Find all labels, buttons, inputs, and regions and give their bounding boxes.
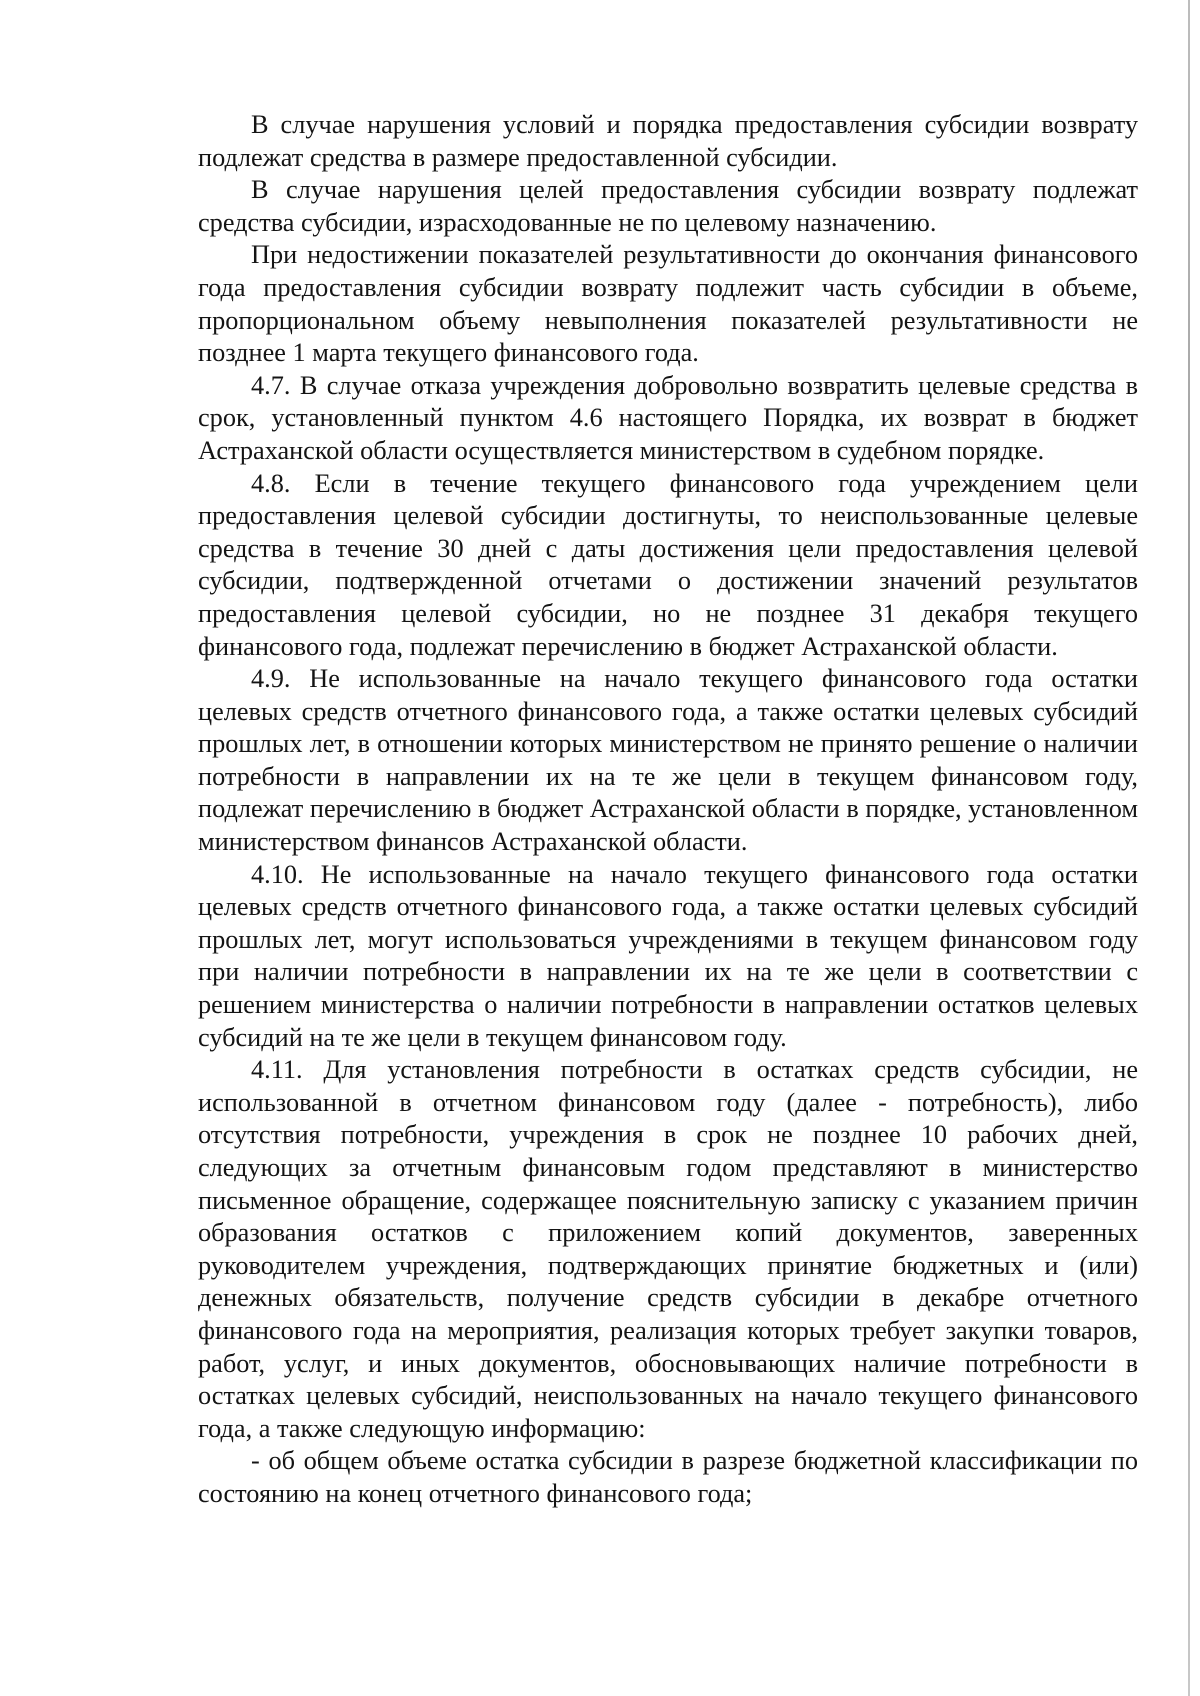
paragraph-indicators: При недостижении показателей результативности до окончания финансового года предоставления субсидии возврату подлежит часть субсидии в объеме, пропорциональном объему невыполнения показателей результативности не позднее 1 марта текущего финансового года. bbox=[198, 240, 1138, 368]
page-edge-shadow bbox=[1188, 0, 1190, 1696]
paragraph-return-conditions: В случае нарушения условий и порядка предоставления субсидии возврату подлежат средства в размере предоставленной субсидии. bbox=[198, 110, 1138, 172]
paragraph-4-7: 4.7. В случае отказа учреждения добровольно возвратить целевые средства в срок, установленный пунктом 4.6 настоящего Порядка, их возврат в бюджет Астраханской области осуществляется министерством в судебном порядке. bbox=[198, 370, 1138, 465]
paragraph-4-11: 4.11. Для установления потребности в остатках средств субсидии, не использованной в отчетном финансовом году (далее - потребность), либо отсутствия потребности, учреждения в срок не позднее 10 рабочих дней, следующих за отчетным финансовым годом представляют в министерство письменное обращение, содержащее пояснительную записку с указанием причин образования остатков с приложением копий документов, заверенных руководителем учреждения, подтверждающих принятие бюджетных и (или) денежных обязательств, получение средств субсидии в декабре отчетного финансового года на мероприятия, реализация которых требует закупки товаров, работ, услуг, и иных документов, обосновывающих наличие потребности в остатках целевых субсидий, неиспользованных на начало текущего финансового года, а также следующую информацию: bbox=[198, 1055, 1138, 1443]
paragraph-4-8: 4.8. Если в течение текущего финансового года учреждением цели предоставления целевой субсидии достигнуты, то неиспользованные целевые средства в течение 30 дней с даты достижения цели предоставления целевой субсидии, подтвержденной отчетами о достижении значений результатов предоставления целевой субсидии, но не позднее 31 декабря текущего финансового года, подлежат перечислению в бюджет Астраханской области. bbox=[198, 468, 1138, 661]
paragraph-4-9: 4.9. Не использованные на начало текущего финансового года остатки целевых средств отчетного финансового года, а также остатки целевых субсидий прошлых лет, в отношении которых министерством не принято решение о наличии потребности в направлении их на те же цели в текущем финансовом году, подлежат перечислению в бюджет Астраханской области в порядке, установленном министерством финансов Астраханской области. bbox=[198, 664, 1138, 857]
paragraph-4-10: 4.10. Не использованные на начало текущего финансового года остатки целевых средств отчетного финансового года, а также остатки целевых субсидий прошлых лет, могут использоваться учреждениями в текущем финансовом году при наличии потребности в направлении их на те же цели в соответствии с решением министерства о наличии потребности в направлении остатков целевых субсидий на те же цели в текущем финансовом году. bbox=[198, 859, 1138, 1052]
paragraph-return-purposes: В случае нарушения целей предоставления субсидии возврату подлежат средства субсидии, израсходованные не по целевому назначению. bbox=[198, 175, 1138, 237]
list-item-total-balance: - об общем объеме остатка субсидии в разрезе бюджетной классификации по состоянию на конец отчетного финансового года; bbox=[198, 1446, 1138, 1508]
document-body bbox=[198, 109, 1138, 1511]
